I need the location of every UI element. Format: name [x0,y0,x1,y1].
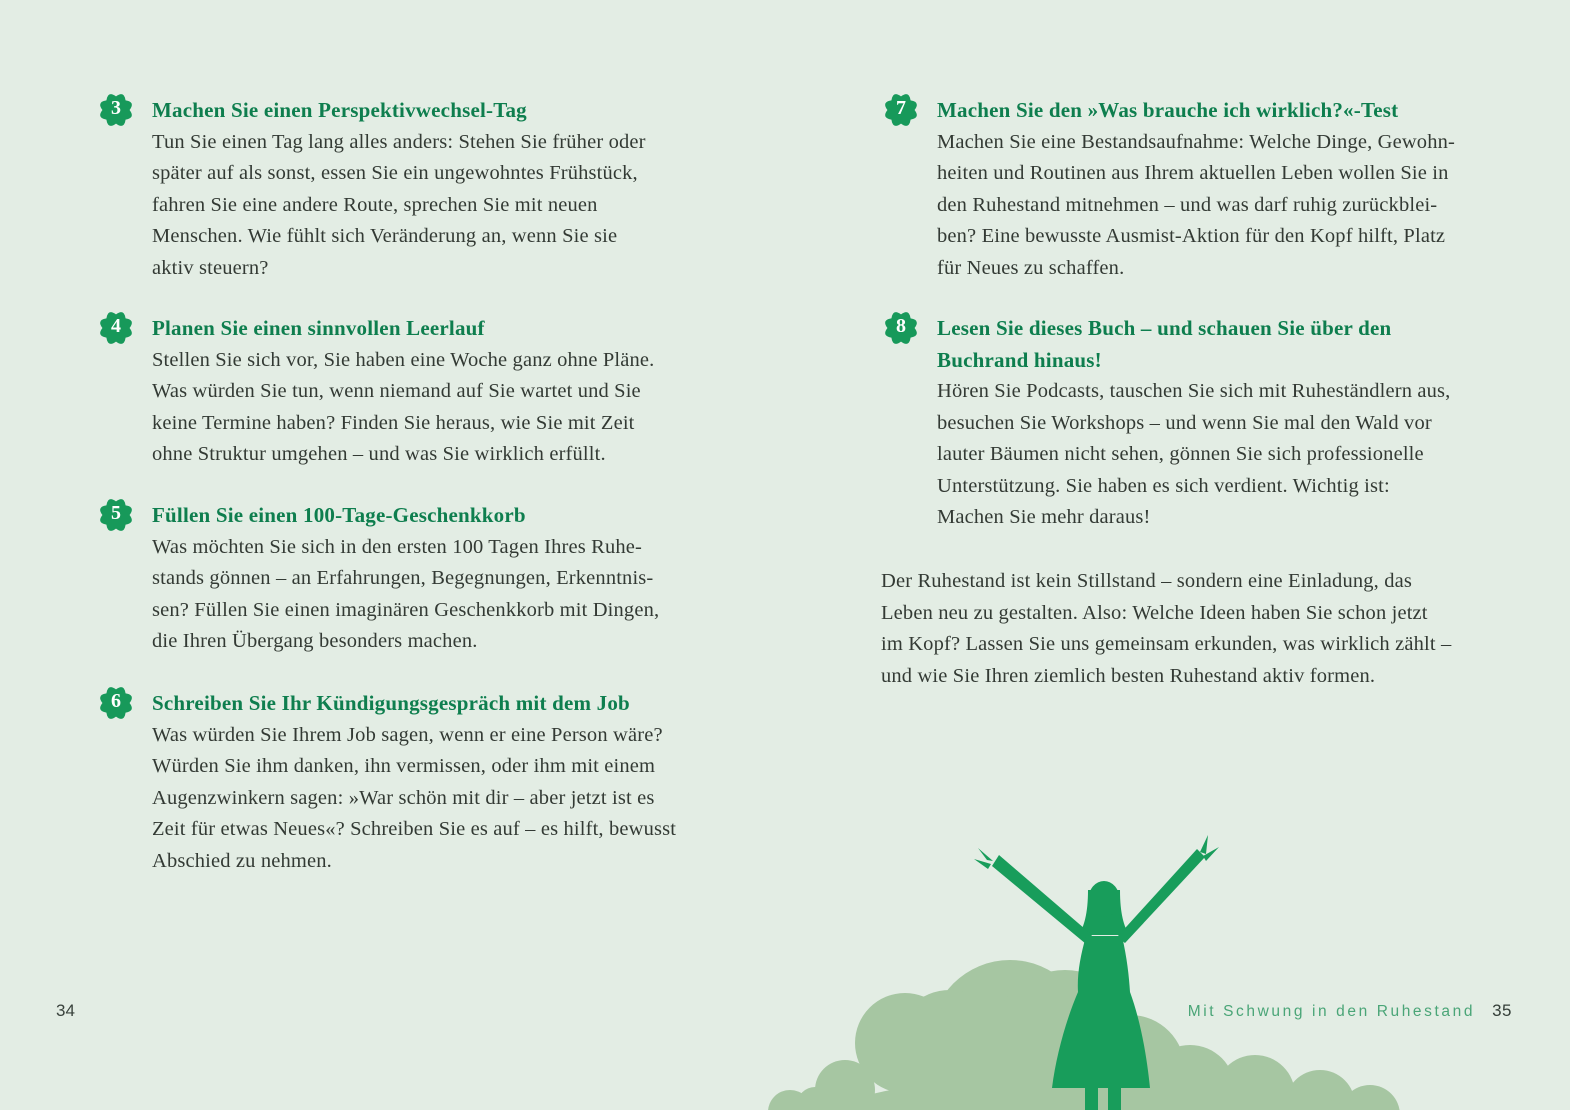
text-line: aktiv steuern? [152,256,269,279]
tip-number-badge-7 [879,88,923,132]
tip-heading [152,95,646,127]
tip-number: 7 [896,97,906,119]
running-title: Mit Schwung in den Ruhestand [1187,1003,1476,1020]
text-line: Abschied zu nehmen. [152,849,332,872]
text-line: den Ruhestand mitnehmen – und was darf ruhig zurückblei- [937,193,1438,216]
text-line: Machen Sie mehr daraus! [937,506,1151,528]
text-line: Stellen Sie sich vor, Sie haben eine Woche ganz ohne Pläne. [152,348,655,371]
text-line: später auf als sonst, essen Sie ein ungewohntes Frühstück, [152,162,638,184]
tip-number: 3 [111,97,121,119]
text-line: keine Termine haben? Finden Sie heraus, wie Sie mit Zeit [152,411,635,434]
tip-number: 5 [111,502,121,524]
tip-heading [937,95,1455,127]
text-line: ben? Eine bewusste Ausmist-Aktion für den Kopf hilft, Platz [937,225,1446,247]
text-line: für Neues zu schaffen. [937,256,1125,279]
page-number-left: 34 [56,1001,75,1020]
closing-paragraph [881,566,1451,692]
tip-number-badge-8 [879,306,923,350]
text-line: und wie Sie Ihren ziemlich besten Ruhestand aktiv formen. [881,664,1376,687]
text-line: Hören Sie Podcasts, tauschen Sie sich mit Ruheständlern aus, [937,380,1451,402]
text-line: Unterstützung. Sie haben es sich verdient. Wichtig ist: [937,474,1390,497]
text-line: Schreiben Sie Ihr Kündigungsgespräch mit dem Job [152,691,630,715]
tip-number: 8 [896,315,906,337]
text-line: Tun Sie einen Tag lang alles anders: Stehen Sie früher oder [152,130,646,153]
tip-body [152,345,654,471]
tip-number-badge-3 [94,88,138,132]
text-line: Was möchten Sie sich in den ersten 100 Tagen Ihres Ruhe- [152,535,642,558]
text-line: fahren Sie eine andere Route, sprechen Sie mit neuen [152,193,598,216]
text-line: sen? Füllen Sie einen imaginären Geschenkkorb mit Dingen, [152,598,660,621]
tip-heading [937,313,1450,376]
text-line: lauter Bäumen nicht sehen, gönnen Sie sich professionelle [937,443,1424,465]
text-line: Würden Sie ihm danken, ihn vermissen, oder ihm mit einem [152,755,656,777]
tip-heading [152,500,659,532]
tip-number-badge-4 [94,306,138,350]
text-line: besuchen Sie Workshops – und wenn Sie mal den Wald vor [937,411,1432,434]
tip-number: 6 [111,690,121,712]
tip-body [152,532,659,658]
tip-body [152,720,676,878]
tip-number-badge-5 [94,493,138,537]
tip-number: 4 [111,315,121,337]
text-line: ohne Struktur umgehen – und was Sie wirklich erfüllt. [152,443,606,465]
text-line: Lesen Sie dieses Buch – und schauen Sie über den [937,316,1392,340]
text-line: Der Ruhestand ist kein Stillstand – sondern eine Einladung, das [881,570,1412,592]
text-line: Augenzwinkern sagen: »War schön mit dir – aber jetzt ist es [152,786,655,809]
tip-number-badge-6 [94,681,138,725]
text-line: Leben neu zu gestalten. Also: Welche Ideen haben Sie schon jetzt [881,601,1428,624]
text-line: im Kopf? Lassen Sie uns gemeinsam erkunden, was wirklich zählt – [881,633,1452,655]
text-line: Menschen. Wie fühlt sich Veränderung an, wenn Sie sie [152,225,618,247]
text-line: Buchrand hinaus! [937,347,1102,372]
text-line: heiten und Routinen aus Ihrem aktuellen Leben wollen Sie in [937,162,1449,184]
text-line: Machen Sie einen Perspektivwechsel-Tag [152,98,527,122]
footer-right [1188,1001,1512,1021]
woman-on-clouds-illustration [760,830,1570,1110]
text-line: Planen Sie einen sinnvollen Leerlauf [152,316,485,340]
text-line: stands gönnen – an Erfahrungen, Begegnungen, Erkenntnis- [152,567,654,589]
text-line: Machen Sie eine Bestandsaufnahme: Welche Dinge, Gewohn- [937,130,1455,153]
page-number-right: 35 [1492,1001,1512,1020]
tip-body [937,376,1450,534]
text-line: Zeit für etwas Neues«? Schreiben Sie es auf – es hilft, bewusst [152,818,677,840]
tip-heading [152,688,676,720]
text-line: Machen Sie den »Was brauche ich wirklich?«-Test [937,98,1399,122]
text-line: Was würden Sie tun, wenn niemand auf Sie wartet und Sie [152,380,641,402]
tip-body [937,127,1455,285]
text-line: die Ihren Übergang besonders machen. [152,630,478,652]
text-line: Füllen Sie einen 100-Tage-Geschenkkorb [152,503,526,527]
tip-heading [152,313,654,345]
tip-body [152,127,646,285]
text-line: Was würden Sie Ihrem Job sagen, wenn er eine Person wäre? [152,723,663,746]
